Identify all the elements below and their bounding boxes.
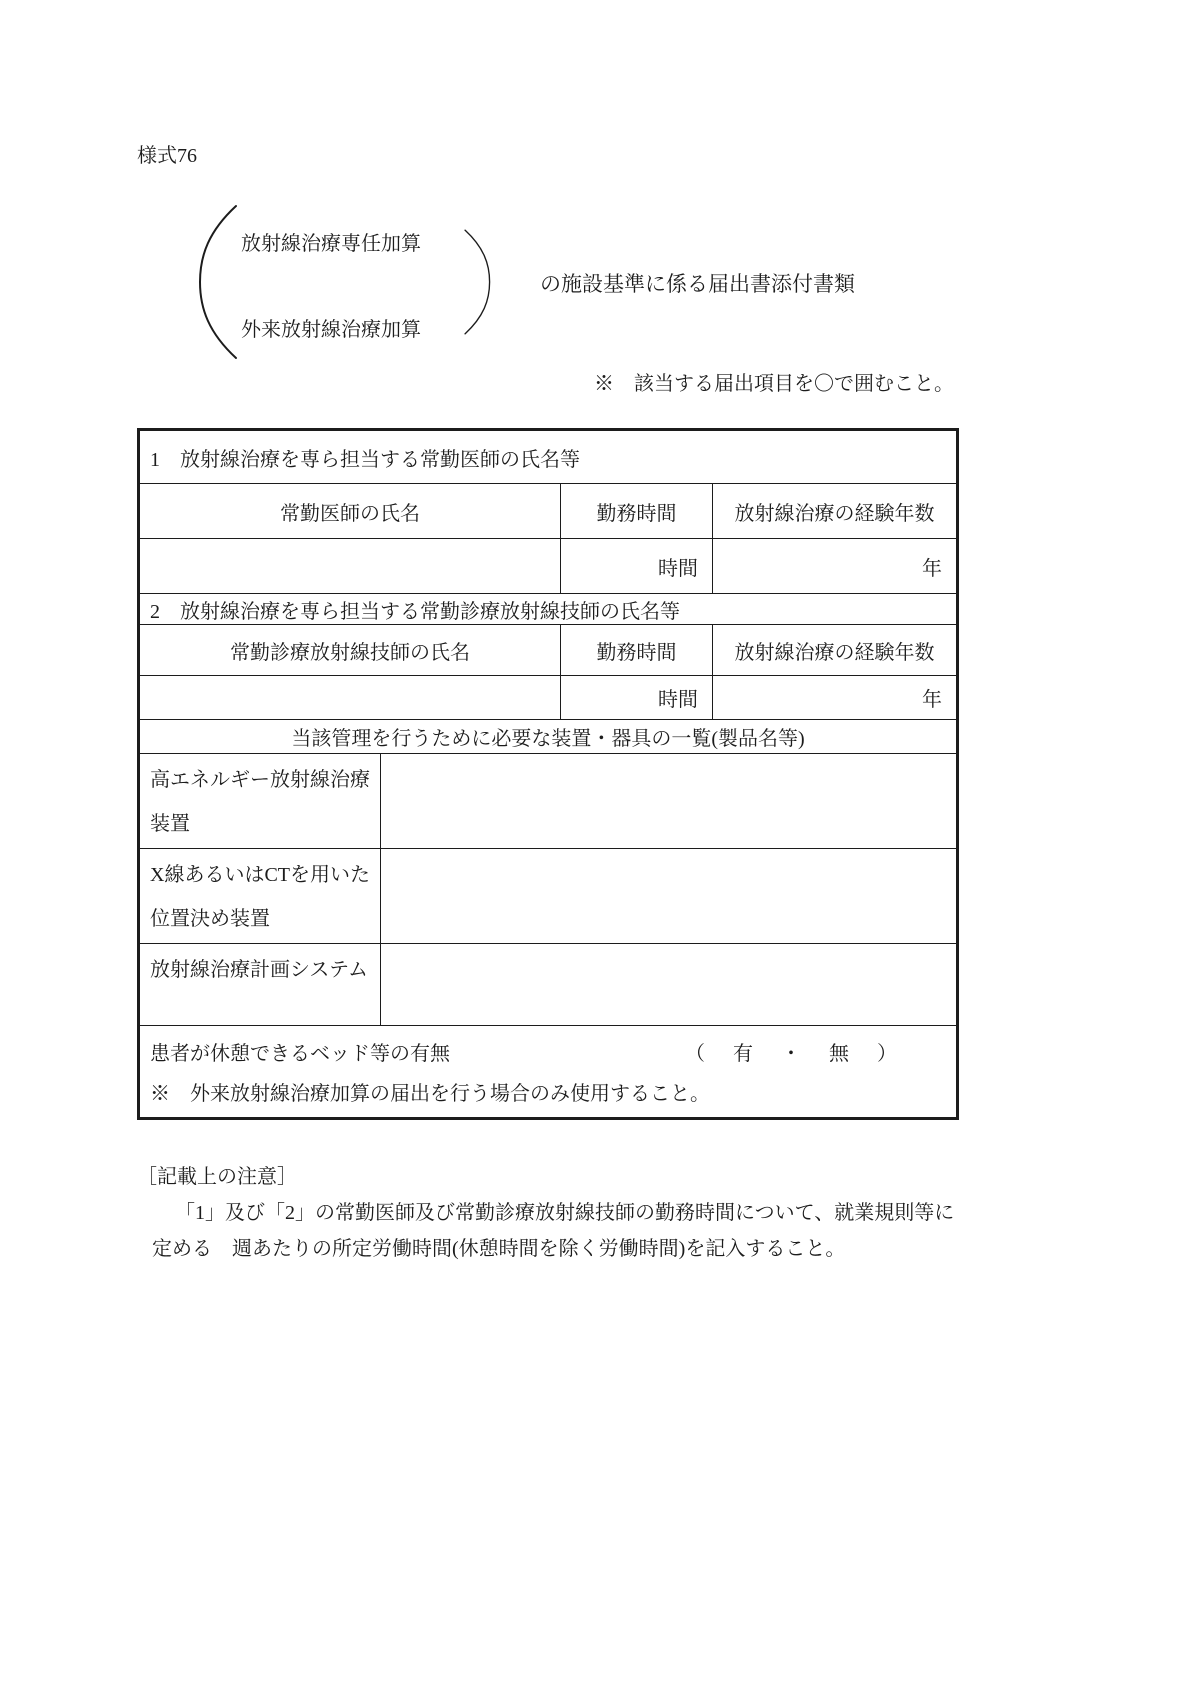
physician-name-header: 常勤医師の氏名 (280, 502, 420, 525)
form-number: 様式76 (137, 145, 197, 167)
equipment-title-row (140, 719, 956, 753)
work-hours-header-2: 勤務時間 (560, 625, 712, 675)
right-paren-icon (463, 203, 507, 361)
notes-line-1: 「1」及び「2」の常勤医師及び常勤診療放射線技師の勤務時間について、就業規則等に (175, 1202, 955, 1224)
experience-years-header-2: 放射線治療の経験年数 (712, 625, 956, 675)
work-hours-header: 勤務時間 (560, 484, 712, 538)
bed-availability-line (150, 1034, 946, 1074)
xray-ct-positioning-device-label: X線あるいはCTを用いた位置決め装置 (150, 864, 370, 930)
notification-options-group (195, 203, 507, 361)
section2-title-row (140, 593, 956, 624)
treatment-planning-system-label: 放射線治療計画システム (150, 959, 368, 981)
equipment-row-2 (140, 848, 956, 943)
equipment-row-1 (140, 753, 956, 848)
left-paren-icon (195, 203, 239, 361)
physician-years-field[interactable]: 年 (712, 539, 956, 593)
physician-name-field[interactable] (140, 539, 560, 593)
experience-years-header: 放射線治療の経験年数 (712, 484, 956, 538)
section1-header-row (140, 483, 956, 538)
option-radiation-therapy-dedicated[interactable]: 放射線治療専任加算 (241, 233, 421, 255)
notes-line-2: 定める 週あたりの所定労働時間(休憩時間を除く労働時間)を記入すること。 (152, 1238, 846, 1260)
treatment-planning-system-field[interactable] (380, 944, 956, 1025)
section2-header-row (140, 624, 956, 675)
option-outpatient-radiation-therapy[interactable]: 外来放射線治療加算 (241, 319, 421, 341)
section2-entry-row (140, 675, 956, 719)
section2-title: 2 放射線治療を専ら担当する常勤診療放射線技師の氏名等 (150, 600, 680, 623)
form-title-suffix: の施設基準に係る届出書添付書類 (540, 272, 855, 296)
section1-title: 1 放射線治療を専ら担当する常勤医師の氏名等 (150, 448, 580, 471)
bed-availability-note: ※ 外来放射線治療加算の届出を行う場合のみ使用すること。 (150, 1083, 710, 1105)
bed-availability-label: 患者が休憩できるベッド等の有無 (150, 1043, 450, 1065)
section1-title-row (140, 431, 956, 483)
equipment-row-3 (140, 943, 956, 1025)
physician-hours-field[interactable]: 時間 (560, 539, 712, 593)
form-table (137, 428, 959, 1120)
xray-ct-positioning-device-field[interactable] (380, 849, 956, 943)
notes-section-title: ［記載上の注意］ (137, 1166, 297, 1188)
circle-instruction-note: ※ 該当する届出項目を〇で囲むこと。 (594, 373, 954, 395)
bed-availability-options[interactable]: （ 有 ・ 無 ） (685, 1043, 901, 1065)
high-energy-radiation-device-label: 高エネルギー放射線治療装置 (150, 769, 370, 835)
technician-years-field[interactable]: 年 (712, 676, 956, 719)
section1-entry-row (140, 538, 956, 593)
radiology-technician-name-header: 常勤診療放射線技師の氏名 (230, 641, 470, 664)
technician-name-field[interactable] (140, 676, 560, 719)
high-energy-radiation-device-field[interactable] (380, 754, 956, 848)
bed-availability-row (140, 1025, 956, 1117)
technician-hours-field[interactable]: 時間 (560, 676, 712, 719)
equipment-list-title: 当該管理を行うために必要な装置・器具の一覧(製品名等) (291, 728, 805, 750)
